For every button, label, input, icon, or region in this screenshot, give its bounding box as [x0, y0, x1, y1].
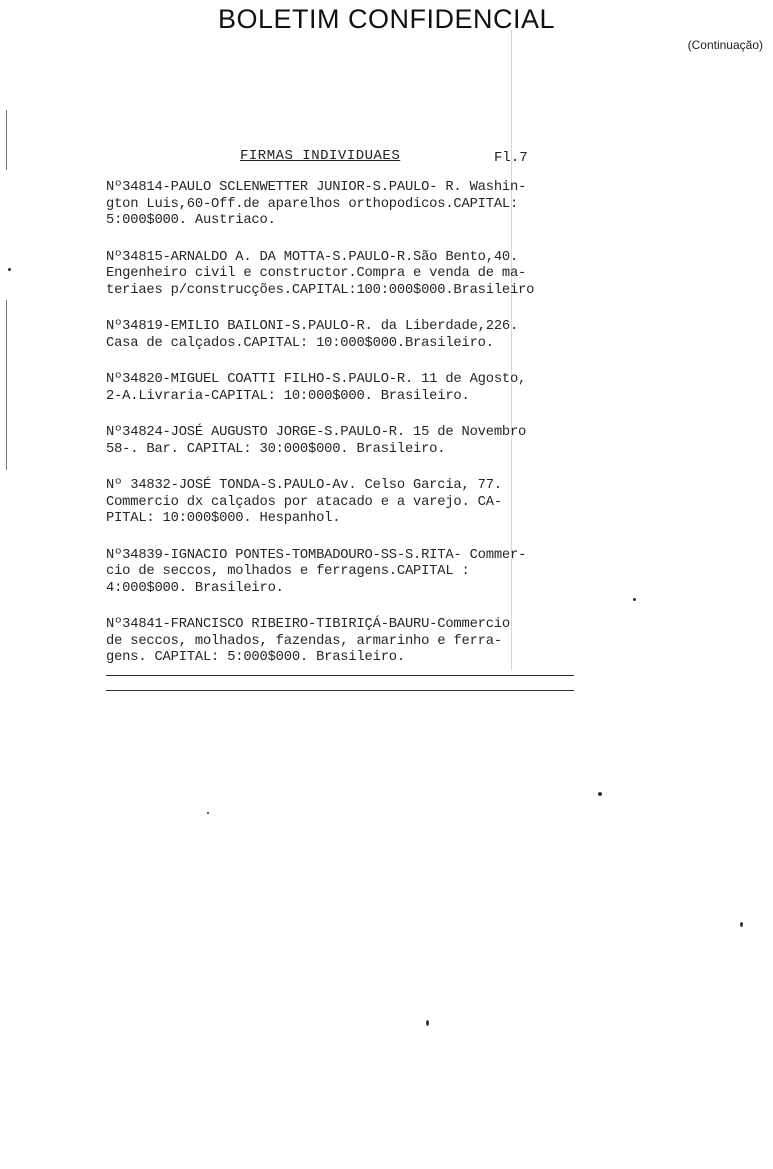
entry-line: Nº34820-MIGUEL COATTI FILHO-S.PAULO-R. 11 de Agosto,: [106, 372, 527, 387]
entry-line: gton Luis,60-Off.de aparelhos orthopodicos.CAPITAL:: [106, 196, 519, 212]
entry: [106, 478, 626, 528]
entry-line: Nº34814-PAULO SCLENWETTER JUNIOR-S.PAULO- R. Washin-: [106, 180, 527, 195]
entry-line: Engenheiro civil e constructor.Compra e venda de ma-: [106, 266, 527, 281]
entry: [106, 250, 626, 300]
entries-list: [106, 180, 626, 687]
entry: [106, 319, 626, 352]
entry-line: cio de seccos, molhados e ferragens.CAPITAL :: [106, 564, 470, 579]
closing-rule: [106, 675, 574, 676]
closing-rule: [106, 690, 574, 691]
entry-line: Nº 34832-JOSÉ TONDA-S.PAULO-Av. Celso Garcia, 77.: [106, 478, 502, 493]
entry-line: 2-A.Livraria-CAPITAL: 10:000$000. Brasileiro.: [106, 388, 470, 404]
entry-line: 58-. Bar. CAPITAL: 30:000$000. Brasileiro.: [106, 441, 446, 457]
entry-line: Nº34819-EMILIO BAILONI-S.PAULO-R. da Liberdade,226.: [106, 319, 519, 334]
entry-line: Nº34839-IGNACIO PONTES-TOMBADOURO-SS-S.RITA- Commer-: [106, 547, 527, 563]
entry: [106, 372, 626, 405]
scan-speck: [426, 1020, 429, 1026]
entry-line: Casa de calçados.CAPITAL: 10:000$000.Brasileiro.: [106, 335, 494, 351]
entry-line: de seccos, molhados, fazendas, armarinho e ferra-: [106, 633, 502, 649]
entry-line: Nº34815-ARNALDO A. DA MOTTA-S.PAULO-R.São Bento,40.: [106, 249, 519, 265]
entry-line: PITAL: 10:000$000. Hespanhol.: [106, 511, 341, 526]
scan-speck: [633, 598, 636, 601]
document-title: BOLETIM CONFIDENCIAL: [217, 4, 556, 34]
entry: [106, 548, 626, 598]
edge-scan-mark: [6, 110, 7, 170]
section-heading: FIRMAS INDIVIDUAES: [240, 148, 401, 164]
entry-line: Nº34841-FRANCISCO RIBEIRO-TIBIRIÇÁ-BAURU-Commercio: [106, 617, 510, 632]
entry-line: 5:000$000. Austriaco.: [106, 213, 276, 228]
edge-scan-mark: [6, 300, 7, 470]
scan-speck: [8, 268, 11, 271]
continuation-note: (Continuação): [687, 38, 763, 52]
entry: [106, 180, 626, 230]
entry-line: teriaes p/construcções.CAPITAL:100:000$000.Brasileiro: [106, 282, 535, 298]
entry: [106, 425, 626, 458]
entry-line: 4:000$000. Brasileiro.: [106, 580, 284, 596]
entry: [106, 617, 626, 667]
entry-line: Commercio dx calçados por atacado e a varejo. CA-: [106, 494, 502, 510]
folio-number: Fl.7: [494, 150, 528, 166]
scan-speck: [740, 922, 743, 927]
entry-line: gens. CAPITAL: 5:000$000. Brasileiro.: [106, 650, 405, 665]
entry-line: Nº34824-JOSÉ AUGUSTO JORGE-S.PAULO-R. 15 de Novembro: [106, 425, 527, 440]
scan-speck: [207, 812, 209, 814]
scan-speck: [598, 792, 602, 796]
